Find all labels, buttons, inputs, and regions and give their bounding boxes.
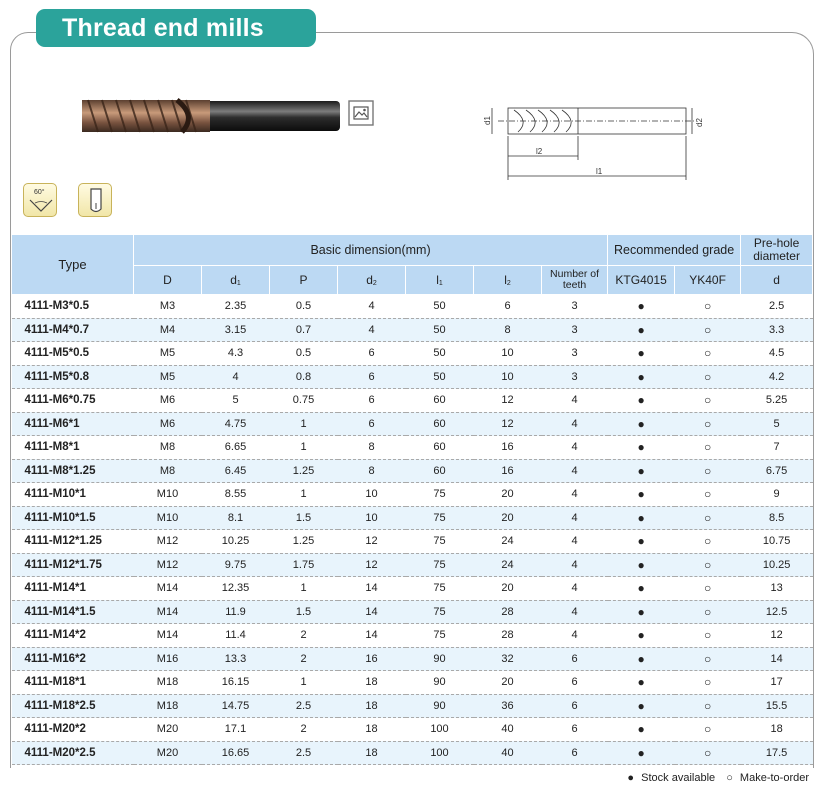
cell-d: 6.75 (741, 459, 813, 483)
cell-type: 4111-M12*1.25 (12, 530, 134, 554)
cell-l2: 20 (474, 577, 542, 601)
cell-type: 4111-M5*0.5 (12, 342, 134, 366)
stock-symbol: ● (627, 772, 635, 784)
cell-l1: 60 (406, 412, 474, 436)
cell-type: 4111-M10*1.5 (12, 506, 134, 530)
cell-l2: 12 (474, 412, 542, 436)
cell-P: 2 (270, 624, 338, 648)
table-row (12, 671, 813, 695)
cell-l2: 36 (474, 694, 542, 718)
cell-d2: 10 (338, 506, 406, 530)
cell-l2: 10 (474, 365, 542, 389)
cell-d2: 6 (338, 389, 406, 413)
cell-d: 4.2 (741, 365, 813, 389)
cell-d2: 6 (338, 342, 406, 366)
cell-ktg: ● (608, 718, 675, 742)
cell-l2: 8 (474, 318, 542, 342)
col-d1: $d_1$ (202, 266, 270, 295)
table-row (12, 295, 813, 319)
order-label: Make-to-order (739, 772, 809, 784)
table-row (12, 624, 813, 648)
cell-ktg: ● (608, 506, 675, 530)
col-l1: $l_1$ (406, 266, 474, 295)
basic-dimension-header: Basic dimension(mm) (134, 235, 608, 266)
cell-D: M5 (134, 365, 202, 389)
cell-D: M10 (134, 506, 202, 530)
cell-type: 4111-M6*0.75 (12, 389, 134, 413)
cell-ktg: ● (608, 553, 675, 577)
order-symbol: ○ (726, 772, 733, 784)
cell-d2: 14 (338, 600, 406, 624)
cell-teeth: 4 (542, 459, 608, 483)
cell-l1: 90 (406, 671, 474, 695)
cell-d: 10.75 (741, 530, 813, 554)
cell-yk: ○ (675, 671, 741, 695)
cell-d2: 6 (338, 412, 406, 436)
cell-l1: 60 (406, 436, 474, 460)
cell-P: 2.5 (270, 741, 338, 765)
cell-P: 1.5 (270, 600, 338, 624)
cell-d1: 10.25 (202, 530, 270, 554)
cell-ktg: ● (608, 647, 675, 671)
cell-d2: 8 (338, 436, 406, 460)
cell-ktg: ● (608, 483, 675, 507)
l1-label: l1 (596, 167, 603, 176)
cell-l2: 24 (474, 553, 542, 577)
cell-l1: 60 (406, 459, 474, 483)
cell-l2: 16 (474, 459, 542, 483)
cell-P: 1 (270, 436, 338, 460)
cell-yk: ○ (675, 741, 741, 765)
cell-l1: 75 (406, 483, 474, 507)
cell-D: M3 (134, 295, 202, 319)
cell-D: M8 (134, 459, 202, 483)
cell-D: M4 (134, 318, 202, 342)
cell-yk: ○ (675, 506, 741, 530)
cell-yk: ○ (675, 365, 741, 389)
cell-teeth: 6 (542, 694, 608, 718)
cell-d1: 16.15 (202, 671, 270, 695)
cell-D: M6 (134, 412, 202, 436)
cell-ktg: ● (608, 577, 675, 601)
cell-l2: 28 (474, 624, 542, 648)
cell-d2: 4 (338, 295, 406, 319)
cell-teeth: 4 (542, 436, 608, 460)
cell-l1: 50 (406, 342, 474, 366)
cell-type: 4111-M4*0.7 (12, 318, 134, 342)
cell-d2: 14 (338, 577, 406, 601)
cell-ktg: ● (608, 694, 675, 718)
cell-type: 4111-M20*2.5 (12, 741, 134, 765)
cell-ktg: ● (608, 741, 675, 765)
cell-l2: 20 (474, 506, 542, 530)
cell-P: 1 (270, 412, 338, 436)
cell-teeth: 4 (542, 600, 608, 624)
dimension-drawing (478, 96, 718, 188)
cell-d1: 4 (202, 365, 270, 389)
cell-yk: ○ (675, 577, 741, 601)
cell-type: 4111-M12*1.75 (12, 553, 134, 577)
table-row (12, 483, 813, 507)
cell-D: M8 (134, 436, 202, 460)
cell-P: 0.5 (270, 295, 338, 319)
cell-l2: 16 (474, 436, 542, 460)
cell-D: M10 (134, 483, 202, 507)
table-row (12, 647, 813, 671)
cell-type: 4111-M16*2 (12, 647, 134, 671)
cell-type: 4111-M5*0.8 (12, 365, 134, 389)
cell-l1: 75 (406, 577, 474, 601)
cell-D: M14 (134, 600, 202, 624)
cell-yk: ○ (675, 624, 741, 648)
angle-60-icon (23, 183, 57, 217)
cell-teeth: 3 (542, 342, 608, 366)
cell-l1: 100 (406, 718, 474, 742)
cell-l2: 24 (474, 530, 542, 554)
cell-d1: 6.45 (202, 459, 270, 483)
cell-P: 1.75 (270, 553, 338, 577)
cell-d: 9 (741, 483, 813, 507)
cell-yk: ○ (675, 412, 741, 436)
cell-l1: 75 (406, 624, 474, 648)
cell-P: 0.5 (270, 342, 338, 366)
cell-type: 4111-M8*1.25 (12, 459, 134, 483)
cell-D: M18 (134, 694, 202, 718)
col-yk40f: YK40F (675, 266, 741, 295)
table-row (12, 577, 813, 601)
cell-d2: 12 (338, 530, 406, 554)
cell-d1: 8.55 (202, 483, 270, 507)
cell-P: 1 (270, 671, 338, 695)
cell-ktg: ● (608, 342, 675, 366)
cell-d2: 6 (338, 365, 406, 389)
cell-d1: 4.75 (202, 412, 270, 436)
col-D: D (134, 266, 202, 295)
cell-d: 5 (741, 412, 813, 436)
page-title: Thread end mills (36, 9, 316, 47)
cell-P: 1.25 (270, 459, 338, 483)
cell-D: M12 (134, 553, 202, 577)
cell-yk: ○ (675, 389, 741, 413)
cell-l2: 40 (474, 741, 542, 765)
cell-l1: 75 (406, 600, 474, 624)
table-row (12, 506, 813, 530)
cell-l1: 90 (406, 694, 474, 718)
cell-P: 0.75 (270, 389, 338, 413)
cell-yk: ○ (675, 718, 741, 742)
cell-type: 4111-M6*1 (12, 412, 134, 436)
cell-l2: 32 (474, 647, 542, 671)
cell-l1: 75 (406, 530, 474, 554)
cell-teeth: 4 (542, 577, 608, 601)
cell-teeth: 4 (542, 483, 608, 507)
cell-P: 2 (270, 647, 338, 671)
cell-teeth: 4 (542, 530, 608, 554)
cell-l2: 28 (474, 600, 542, 624)
cell-teeth: 6 (542, 647, 608, 671)
table-row (12, 741, 813, 765)
cell-ktg: ● (608, 389, 675, 413)
cell-teeth: 6 (542, 741, 608, 765)
cell-d1: 12.35 (202, 577, 270, 601)
cell-d: 15.5 (741, 694, 813, 718)
cell-teeth: 6 (542, 671, 608, 695)
table-row (12, 342, 813, 366)
cell-D: M12 (134, 530, 202, 554)
cell-l2: 6 (474, 295, 542, 319)
table-row (12, 318, 813, 342)
shank-tool-icon (78, 183, 112, 217)
cell-ktg: ● (608, 295, 675, 319)
cell-D: M5 (134, 342, 202, 366)
cell-l1: 50 (406, 365, 474, 389)
cell-d1: 4.3 (202, 342, 270, 366)
cell-ktg: ● (608, 459, 675, 483)
cell-l1: 50 (406, 318, 474, 342)
d2-label: d2 (695, 118, 704, 127)
cell-l2: 20 (474, 671, 542, 695)
cell-D: M20 (134, 741, 202, 765)
cell-teeth: 4 (542, 412, 608, 436)
cell-teeth: 4 (542, 553, 608, 577)
cell-d: 14 (741, 647, 813, 671)
cell-l1: 100 (406, 741, 474, 765)
cell-d: 2.5 (741, 295, 813, 319)
cell-d2: 8 (338, 459, 406, 483)
table-row (12, 412, 813, 436)
cell-d2: 4 (338, 318, 406, 342)
cell-D: M14 (134, 624, 202, 648)
cell-d: 3.3 (741, 318, 813, 342)
cell-d2: 18 (338, 671, 406, 695)
cell-yk: ○ (675, 459, 741, 483)
cell-P: 2.5 (270, 694, 338, 718)
cell-l2: 10 (474, 342, 542, 366)
cell-d2: 12 (338, 553, 406, 577)
cell-type: 4111-M14*1.5 (12, 600, 134, 624)
cell-P: 1 (270, 577, 338, 601)
cell-d2: 18 (338, 694, 406, 718)
cell-P: 1.5 (270, 506, 338, 530)
cell-l1: 50 (406, 295, 474, 319)
cell-D: M18 (134, 671, 202, 695)
table-row (12, 389, 813, 413)
pre-hole-header: Pre-hole diameter (741, 235, 813, 266)
cell-yk: ○ (675, 318, 741, 342)
cell-ktg: ● (608, 671, 675, 695)
cell-ktg: ● (608, 530, 675, 554)
cell-ktg: ● (608, 365, 675, 389)
cell-d2: 18 (338, 718, 406, 742)
cell-l1: 60 (406, 389, 474, 413)
stock-label: Stock available (641, 772, 716, 784)
cell-l1: 75 (406, 506, 474, 530)
cell-d1: 9.75 (202, 553, 270, 577)
cell-d: 18 (741, 718, 813, 742)
cell-d1: 17.1 (202, 718, 270, 742)
cell-d2: 14 (338, 624, 406, 648)
cell-type: 4111-M3*0.5 (12, 295, 134, 319)
cell-D: M6 (134, 389, 202, 413)
cell-ktg: ● (608, 600, 675, 624)
cell-P: 0.8 (270, 365, 338, 389)
cell-l2: 12 (474, 389, 542, 413)
cell-d2: 18 (338, 741, 406, 765)
specification-table (11, 234, 813, 765)
cell-d1: 13.3 (202, 647, 270, 671)
cell-l2: 40 (474, 718, 542, 742)
cell-d: 7 (741, 436, 813, 460)
cell-d1: 11.4 (202, 624, 270, 648)
cell-yk: ○ (675, 483, 741, 507)
cell-d: 12 (741, 624, 813, 648)
cell-teeth: 4 (542, 389, 608, 413)
cell-d1: 14.75 (202, 694, 270, 718)
cell-d1: 16.65 (202, 741, 270, 765)
col-teeth: Number of teeth (542, 266, 608, 295)
cell-yk: ○ (675, 436, 741, 460)
cell-l1: 75 (406, 553, 474, 577)
cell-P: 1.25 (270, 530, 338, 554)
cell-d: 17.5 (741, 741, 813, 765)
cell-type: 4111-M18*2.5 (12, 694, 134, 718)
table-row (12, 459, 813, 483)
cell-d: 13 (741, 577, 813, 601)
cell-D: M14 (134, 577, 202, 601)
cell-type: 4111-M20*2 (12, 718, 134, 742)
cell-yk: ○ (675, 530, 741, 554)
table-row (12, 553, 813, 577)
cell-P: 2 (270, 718, 338, 742)
cell-yk: ○ (675, 694, 741, 718)
cell-ktg: ● (608, 318, 675, 342)
cell-d2: 16 (338, 647, 406, 671)
cell-l2: 20 (474, 483, 542, 507)
cell-d: 5.25 (741, 389, 813, 413)
col-l2: $l_2$ (474, 266, 542, 295)
cell-ktg: ● (608, 436, 675, 460)
l2-label: l2 (536, 147, 543, 156)
cell-d1: 3.15 (202, 318, 270, 342)
cell-type: 4111-M8*1 (12, 436, 134, 460)
cell-d: 8.5 (741, 506, 813, 530)
recommended-grade-header: Recommended grade (608, 235, 741, 266)
legend (623, 772, 809, 784)
cell-type: 4111-M10*1 (12, 483, 134, 507)
cell-yk: ○ (675, 647, 741, 671)
cell-d: 10.25 (741, 553, 813, 577)
cell-P: 0.7 (270, 318, 338, 342)
cell-D: M20 (134, 718, 202, 742)
cell-type: 4111-M14*1 (12, 577, 134, 601)
col-P: P (270, 266, 338, 295)
cell-yk: ○ (675, 553, 741, 577)
cell-teeth: 3 (542, 295, 608, 319)
table-row (12, 365, 813, 389)
image-icon[interactable] (348, 100, 374, 126)
cell-l1: 90 (406, 647, 474, 671)
cell-d1: 5 (202, 389, 270, 413)
type-header: Type (12, 235, 134, 295)
cell-P: 1 (270, 483, 338, 507)
cell-d2: 10 (338, 483, 406, 507)
table-row (12, 600, 813, 624)
cell-teeth: 4 (542, 506, 608, 530)
cell-d1: 6.65 (202, 436, 270, 460)
cell-teeth: 3 (542, 365, 608, 389)
cell-d1: 8.1 (202, 506, 270, 530)
cell-yk: ○ (675, 600, 741, 624)
cell-yk: ○ (675, 342, 741, 366)
cell-teeth: 4 (542, 624, 608, 648)
cell-D: M16 (134, 647, 202, 671)
cell-type: 4111-M18*1 (12, 671, 134, 695)
svg-text:60°: 60° (34, 189, 45, 196)
table-row (12, 530, 813, 554)
cell-d1: 11.9 (202, 600, 270, 624)
cell-teeth: 3 (542, 318, 608, 342)
col-d2: $d_2$ (338, 266, 406, 295)
col-prehole-d: d (741, 266, 813, 295)
cell-teeth: 6 (542, 718, 608, 742)
cell-d: 4.5 (741, 342, 813, 366)
d1-label: d1 (483, 116, 492, 125)
cell-d: 12.5 (741, 600, 813, 624)
cell-d: 17 (741, 671, 813, 695)
table-row (12, 436, 813, 460)
col-ktg4015: KTG4015 (608, 266, 675, 295)
table-row (12, 718, 813, 742)
cell-yk: ○ (675, 295, 741, 319)
cell-ktg: ● (608, 624, 675, 648)
cell-type: 4111-M14*2 (12, 624, 134, 648)
cell-d1: 2.35 (202, 295, 270, 319)
table-row (12, 694, 813, 718)
thread-end-mill-photo (82, 97, 342, 135)
cell-ktg: ● (608, 412, 675, 436)
